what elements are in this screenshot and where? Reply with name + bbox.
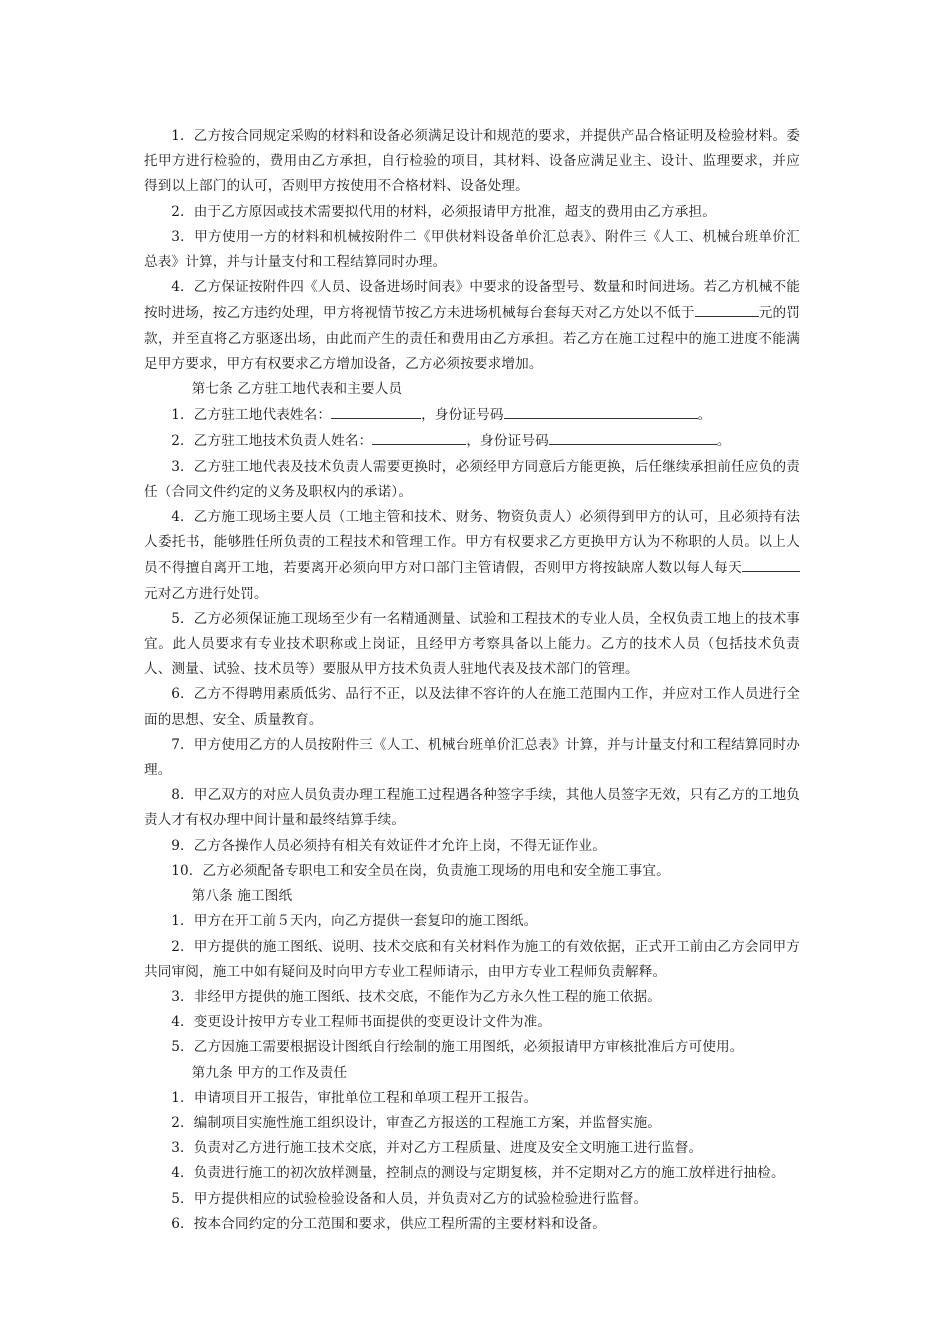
section8-title: 第八条 施工图纸 (191, 888, 293, 905)
rep-id-blank (504, 402, 698, 419)
section8-item-3: 3．非经甲方提供的施工图纸、技术交底，不能作为乙方永久性工程的施工依据。 (171, 988, 662, 1005)
absence-penalty-blank (742, 555, 800, 572)
rep-id-label: ，身份证号码 (421, 407, 504, 424)
section9-item-1: 1．申请项目开工报告，审批单位工程和单项工程开工报告。 (171, 1089, 538, 1106)
section9-item-4: 4．负责进行施工的初次放样测量，控制点的测设与定期复核，并不定期对乙方的施工放样进行抽检。 (171, 1165, 785, 1182)
tech-lead-name-label: 2．乙方驻工地技术负责人姓名： (171, 433, 373, 450)
section7-item-10: 10．乙方必须配备专职电工和安全员在岗，负责施工现场的用电和安全施工事宜。 (171, 862, 670, 879)
section7-item-4-text-after: 元对乙方进行处罚。 (144, 585, 268, 602)
penalty-amount-blank (695, 300, 759, 317)
section7-item-2 (144, 428, 800, 454)
tech-lead-id-label: ，身份证号码 (466, 433, 549, 450)
section9-item-6: 6．按本合同约定的分工范围和要求，供应工程所需的主要材料和设备。 (171, 1215, 607, 1232)
tech-lead-end: 。 (716, 433, 731, 450)
section9-item-2: 2．编制项目实施性施工组织设计，审查乙方报送的工程施工方案，并监督实施。 (171, 1114, 662, 1131)
tech-lead-id-blank (549, 428, 717, 445)
section7-item-1 (144, 402, 800, 428)
section9-item-5: 5．甲方提供相应的试验检验设备和人员，并负责对乙方的试验检验进行监督。 (171, 1190, 648, 1207)
section7-item-6: 6．乙方不得聘用素质低劣、品行不正，以及法律不容许的人在施工范围内工作，并应对工作人员进行全面的思想、安全、质量教育。 (144, 686, 800, 728)
section8-item-4: 4．变更设计按甲方专业工程师书面提供的变更设计文件为准。 (171, 1014, 552, 1031)
section8-item-1: 1．甲方在开工前５天内，向乙方提供一套复印的施工图纸。 (171, 913, 538, 930)
rep-end: 。 (697, 407, 712, 424)
section8-item-2: 2．甲方提供的施工图纸、说明、技术交底和有关材料作为施工的有效依据，正式开工前由乙方会同甲方共同审阅，施工中如有疑问及时向甲方专业工程师请示，由甲方专业工程师负责解释。 (144, 938, 800, 980)
section7-item-7: 7．甲方使用乙方的人员按附件三《人工、机械台班单价汇总表》计算，并与计量支付和工程结算同时办理。 (144, 736, 800, 779)
section9-title: 第九条 甲方的工作及责任 (191, 1064, 348, 1081)
section7-item-3: 3．乙方驻工地代表及技术负责人需要更换时，必须经甲方同意后方能更换，后任继续承担前任应负的责任（合同文件约定的义务及职权内的承诺）。 (144, 458, 800, 500)
section6-item-1: 1．乙方按合同规定采购的材料和设备必须满足设计和规范的要求，并提供产品合格证明及检验材料。委托甲方进行检验的，费用由乙方承担，自行检验的项目，其材料、设备应满足业主、设计、监理要求，并应得到以上部门的认可，否则甲方按使用不合格材料、设备处理。 (144, 128, 800, 195)
section7-item-4-text-before: 4．乙方施工现场主要人员（工地主管和技术、财务、物资负责人）必须得到甲方的认可，且必须持有法人委托书，能够胜任所负责的工程技术和管理工作。甲方有权要求乙方更换甲方认为不称职的人员。以上人员不得擅自离开工地，若要离开必须向甲方对口部门主管请假，否则甲方将按缺席人数以每人每天 (144, 509, 800, 577)
section6-item-3: 3．甲方使用一方的材料和机械按附件二《甲供材料设备单价汇总表》、附件三《人工、机械台班单价汇总表》计算，并与计量支付和工程结算同时办理。 (144, 228, 800, 271)
section7-item-4 (144, 505, 800, 607)
document-page (144, 124, 800, 1237)
tech-lead-name-blank (372, 428, 466, 445)
section7-item-5: 5．乙方必须保证施工现场至少有一名精通测量、试验和工程技术的专业人员，全权负责工地上的技术事宜。此人员要求有专业技术职称或上岗证，且经甲方考察具备以上能力。乙方的技术人员（包括技术负责人、测量、试验、技术员等）要服从甲方技术负责人驻地代表及技术部门的管理。 (144, 610, 800, 678)
section7-title: 第七条 乙方驻工地代表和主要人员 (191, 381, 403, 398)
section6-item-4 (144, 275, 800, 377)
section8-item-5: 5．乙方因施工需要根据设计图纸自行绘制的施工用图纸，必须报请甲方审核批准后方可使用。 (171, 1039, 744, 1056)
rep-name-label: 1．乙方驻工地代表姓名： (171, 407, 332, 424)
rep-name-blank (331, 402, 421, 419)
section7-item-9: 9．乙方各操作人员必须持有相关有效证件才允许上岗，不得无证作业。 (171, 837, 607, 854)
section6-item-2: 2．由于乙方原因或技术需要拟代用的材料，必须报请甲方批准，超支的费用由乙方承担。 (171, 203, 716, 220)
section6-item-4-text-before: 4．乙方保证按附件四《人员、设备进场时间表》中要求的设备型号、数量和时间进场。若乙方机械不能按时进场，按乙方违约处理，甲方将视情节按乙方未进场机械每台套每天对乙方处以不低于 (144, 279, 800, 322)
section6-item-4-text-after: 元的罚款，并至直将乙方驱逐出场，由此而产生的责任和费用由乙方承担。若乙方在施工过程中的施工进度不能满足甲方要求，甲方有权要求乙方增加设备，乙方必须按要求增加。 (144, 305, 801, 372)
section7-item-8: 8．甲乙双方的对应人员负责办理工程施工过程遇各种签字手续，其他人员签字无效，只有乙方的工地负责人才有权办理中间计量和最终结算手续。 (144, 787, 800, 829)
section9-item-3: 3．负责对乙方进行施工技术交底，并对乙方工程质量、进度及安全文明施工进行监督。 (171, 1140, 703, 1157)
